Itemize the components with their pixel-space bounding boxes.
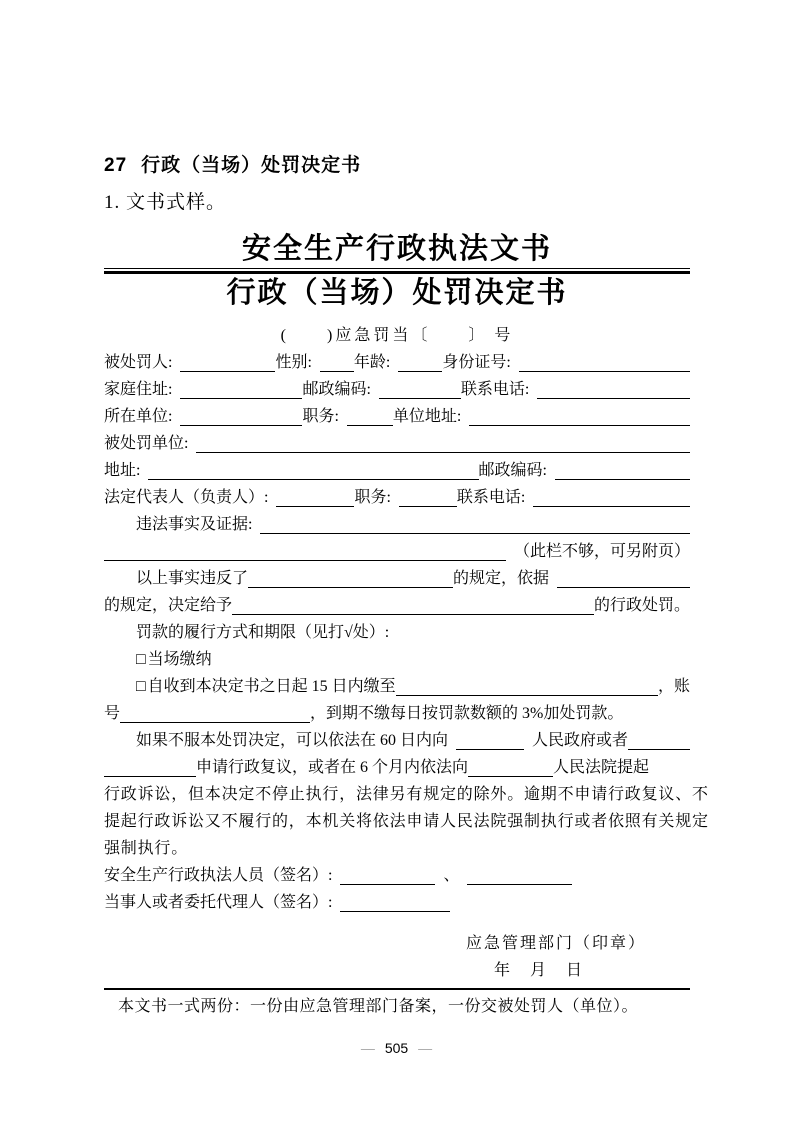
page-number-value: 505 [384,1040,409,1056]
blank-line-postcode2 [555,469,690,480]
field-label-phone: 联系电话: [460,381,530,398]
section-number: 27 [104,155,128,176]
blank-line-legal-basis [557,577,690,588]
blank-line-phone [537,388,690,399]
violation-text-1: 以上事实违反了 [136,570,249,587]
form-row-appeal-1 [104,727,690,754]
field-label-legal-rep: 法定代表人（负责人）: [104,489,269,506]
field-label-postcode2: 邮政编码: [478,462,547,479]
page-number [0,1040,793,1056]
form-row-penalized-unit [104,430,690,457]
blank-line-bank-name [396,685,658,696]
checkbox-icon-pay-bank: □ [136,678,146,695]
form-row-officer-signature [104,862,690,889]
form-row-unit-address [104,457,690,484]
appeal-paragraph-line-1: 行政诉讼，但本决定不停止执行，法律另有规定的除外。逾期不申请行政复议、不 [104,786,709,803]
blank-line-officer-signature-2 [467,874,572,885]
field-label-work-unit: 所在单位: [104,408,173,425]
blank-line-address [148,469,478,480]
form-row-pay-bank [104,673,690,700]
form-row-party-signature [104,889,690,916]
field-label-id-number: 身份证号: [442,354,511,371]
blank-line-id-number [519,361,690,372]
blank-line-facts-2 [104,550,506,561]
document-content [104,0,709,1020]
form-body [104,349,709,916]
blank-line-facts-1 [260,523,690,534]
field-label-penalized-person: 被处罚人: [104,354,173,371]
form-row-decision [104,592,690,619]
blank-line-postcode [379,388,461,399]
blank-line-position [347,415,393,426]
blank-line-unit-address [469,415,690,426]
form-row-account [104,700,690,727]
officer-signature-label: 安全生产行政执法人员（签名）: [104,867,333,884]
date-line: 年 月 日 [493,962,584,979]
section-heading [104,152,690,179]
page-number-dash-right: — [418,1040,433,1056]
appeal-paragraph-line-3: 强制执行。 [104,840,189,857]
form-row-work-unit [104,403,690,430]
blank-line-penalty [232,604,594,615]
subsection-heading: 1. 文书式样。 [104,192,227,213]
blank-line-penalized-unit [196,442,690,453]
field-label-address: 地址: [104,462,141,479]
pay-onsite-label: 当场缴纳 [147,651,212,668]
document-number-line: ( )应急罚当〔 〕 号 [280,327,514,344]
field-label-penalized-unit: 被处罚单位: [104,435,189,452]
seal-line: 应急管理部门（印章） [465,935,646,952]
blank-line-age [398,361,442,372]
checkbox-icon-pay-onsite: □ [136,651,146,668]
form-row-person [104,349,690,376]
blank-line-government [456,739,524,750]
form-row-appeal-2 [104,754,690,781]
footer-note: 本文书一式两份：一份由应急管理部门备案，一份交被处罚人（单位）。 [118,998,639,1015]
appeal-text-2: 人民政府或者 [532,732,629,749]
page-number-dash-left: — [360,1040,375,1056]
attach-page-note: （此栏不够，可另附页） [513,543,690,560]
violation-text-2: 的规定，依据 [453,570,550,587]
field-label-position: 职务: [302,408,339,425]
account-text-2: ，到期不缴每日按罚款数额的 3%加处罚款。 [310,705,624,722]
field-label-postcode: 邮政编码: [302,381,371,398]
field-label-position2: 职务: [354,489,391,506]
form-row-legal-rep [104,484,690,511]
field-label-home-address: 家庭住址: [104,381,173,398]
appeal-text-4: 人民法院提起 [553,759,650,776]
pay-bank-text-1: 自收到本决定书之日起 15 日内缴至 [147,678,396,695]
form-row-pay-onsite [104,646,690,673]
form-row-home-address [104,376,690,403]
blank-line-work-unit [180,415,302,426]
blank-line-home-address [180,388,302,399]
account-text-1: 号 [104,705,121,722]
payment-method-heading: 罚款的履行方式和期限（见打√处）: [136,624,390,641]
pay-bank-text-2: ，账 [657,678,690,695]
form-row-facts [104,511,690,538]
blank-line-court [468,766,553,777]
letterhead-double-rule [104,268,690,274]
blank-line-account-number [120,712,310,723]
blank-line-person-name [180,361,275,372]
letterhead-title: 安全生产行政执法文书 [241,233,552,265]
field-label-gender: 性别: [275,354,312,371]
blank-line-agency-2 [104,766,196,777]
blank-line-legal-rep [276,496,354,507]
field-label-unit-address: 单位地址: [392,408,462,425]
blank-line-agency-1 [628,739,690,750]
decision-text-2: 的行政处罚。 [593,597,690,614]
footer-divider [104,988,690,990]
appeal-text-3: 申请行政复议，或者在 6 个月内依法向 [196,759,469,776]
field-label-facts: 违法事实及证据: [136,516,253,533]
form-row-payment-heading [104,619,690,646]
form-row-violation [104,565,690,592]
signature-separator: 、 [443,867,460,884]
field-label-age: 年龄: [353,354,391,371]
blank-line-position2 [399,496,457,507]
field-label-phone2: 联系电话: [456,489,526,506]
form-row-facts-continued [104,538,690,565]
blank-line-officer-signature-1 [340,874,435,885]
section-title: 行政（当场）处罚决定书 [141,155,362,176]
blank-line-phone2 [533,496,690,507]
blank-line-party-signature [340,901,450,912]
document-title: 行政（当场）处罚决定书 [226,277,568,309]
party-signature-label: 当事人或者委托代理人（签名）: [104,894,333,911]
decision-text-1: 的规定，决定给予 [104,597,233,614]
blank-line-gender [320,361,354,372]
appeal-text-1: 如果不服本处罚决定，可以依法在 60 日内向 [136,732,449,749]
appeal-paragraph-line-2: 提起行政诉讼又不履行的，本机关将依法申请人民法院强制执行或者依照有关规定 [104,813,709,830]
blank-line-violated-provision [248,577,453,588]
